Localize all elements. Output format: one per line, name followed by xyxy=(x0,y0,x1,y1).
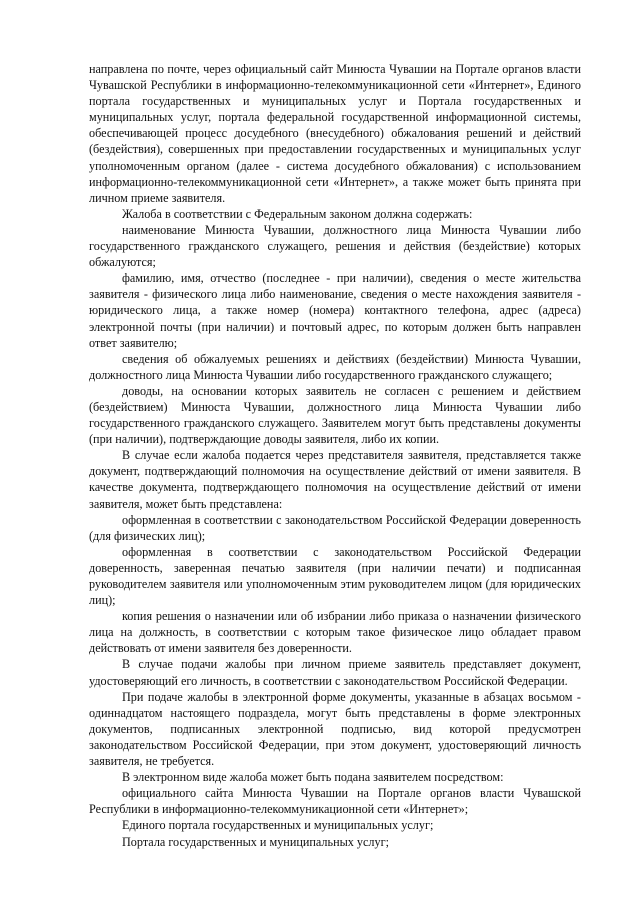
paragraph: направлена по почте, через официальный сайт Минюста Чувашии на Портале органов власти Чувашской Республики в информационно-телекоммуникационной сети «Интернет», Единого портала государственных и муниципальных услуг и Портала государственных и муниципальных услуг, портала федеральной государственной информационной системы, обеспечивающей процесс досудебного (внесудебного) обжалования решений и действий (бездействия), совершенных при предоставлении государственных и муниципальных услуг уполномоченным органом (далее - система досудебного обжалования) с использованием информационно-телекоммуникационной сети «Интернет», а также может быть принята при личном приеме заявителя. xyxy=(89,62,581,205)
paragraph: оформленная в соответствии с законодательством Российской Федерации доверенность, заверенная печатью заявителя (при наличии печати) и подписанная руководителем заявителя или уполномоченным этим руководителем лицом (для юридических лиц); xyxy=(89,544,581,608)
paragraph: Портала государственных и муниципальных услуг; xyxy=(122,834,389,849)
paragraph: Жалоба в соответствии с Федеральным законом должна содержать: xyxy=(122,206,473,221)
paragraph: доводы, на основании которых заявитель не согласен с решением и действием (бездействием) Минюста Чувашии, должностного лица Минюста Чувашии либо государственного гражданского служащего. Заявителем могут быть представлены документы (при наличии), подтверждающие доводы заявителя, либо их копии. xyxy=(89,383,581,447)
document-body xyxy=(89,61,581,850)
paragraph: В случае подачи жалобы при личном приеме заявитель представляет документ, удостоверяющий его личность, в соответствии с законодательством Российской Федерации. xyxy=(89,657,581,688)
paragraph: официального сайта Минюста Чувашии на Портале органов власти Чувашской Республики в информационно-телекоммуникационной сети «Интернет»; xyxy=(89,786,581,817)
paragraph: Единого портала государственных и муниципальных услуг; xyxy=(122,818,434,833)
paragraph: копия решения о назначении или об избрании либо приказа о назначении физического лица на должность, в соответствии с которым такое физическое лицо обладает правом действовать от имени заявителя без доверенности. xyxy=(89,609,581,656)
paragraph: наименование Минюста Чувашии, должностного лица Минюста Чувашии либо государственного гражданского служащего, решения и действия (бездействие) которых обжалуются; xyxy=(89,222,581,270)
paragraph: оформленная в соответствии с законодательством Российской Федерации доверенность (для физических лиц); xyxy=(89,512,581,543)
paragraph: В случае если жалоба подается через представителя заявителя, представляется также документ, подтверждающий полномочия на осуществление действий от имени заявителя. В качестве документа, подтверждающего полномочия на осуществление действий от имени заявителя, может быть представлена: xyxy=(89,448,581,511)
paragraph: фамилию, имя, отчество (последнее - при наличии), сведения о месте жительства заявителя - физического лица либо наименование, сведения о месте нахождения заявителя - юридического лица, а также номер (номера) контактного телефона, адрес (адреса) электронной почты (при наличии) и почтовый адрес, по которым должен быть направлен ответ заявителю; xyxy=(89,271,581,350)
paragraph: В электронном виде жалоба может быть подана заявителем посредством: xyxy=(122,770,504,785)
paragraph: сведения об обжалуемых решениях и действиях (бездействии) Минюста Чувашии, должностного лица Минюста Чувашии либо государственного гражданского служащего; xyxy=(89,351,581,382)
paragraph: При подаче жалобы в электронной форме документы, указанные в абзацах восьмом - одиннадцатом настоящего подраздела, могут быть представлены в форме электронных документов, подписанных электронной подписью, вид которой предусмотрен законодательством Российской Федерации, при этом документ, удостоверяющий личность заявителя, не требуется. xyxy=(89,689,581,769)
